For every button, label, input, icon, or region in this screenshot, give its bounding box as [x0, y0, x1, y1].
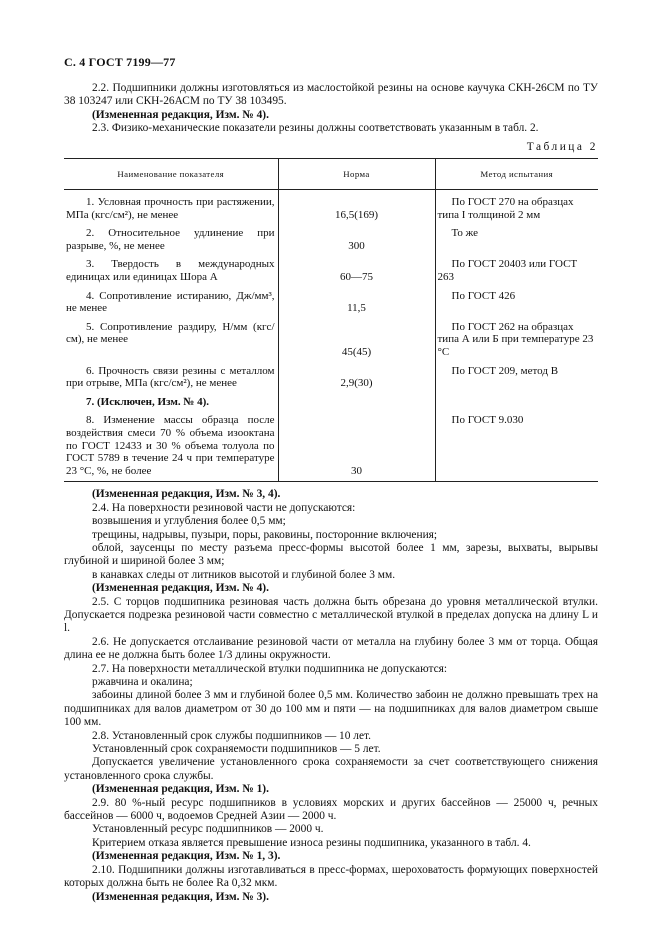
- table-row: [64, 319, 598, 363]
- page-header: С. 4 ГОСТ 7199—77: [64, 55, 176, 69]
- row-norm: 60—75: [278, 256, 435, 287]
- paragraph-2-5: 2.5. С торцов подшипника резиновая часть должна быть обрезана до уровня металлической втулки. Допускается подрезка резиновой части совместно с металлической втулкой в пределах допуска на длину L и l.: [64, 595, 598, 635]
- paragraph-2-4: 2.4. На поверхности резиновой части не допускаются:: [92, 501, 356, 514]
- row-norm: 30: [278, 412, 435, 481]
- paragraph-2-2: 2.2. Подшипники должны изготовляться из маслостойкой резины на основе каучука СКН-26СМ по ТУ 38 103247 или СКН-26АСМ по ТУ 38 103495.: [64, 82, 598, 108]
- amendment-note: (Измененная редакция, Изм. № 4).: [92, 108, 269, 121]
- column-header-method: Метод испытания: [435, 159, 598, 190]
- row-method: То же: [435, 225, 598, 256]
- row-name: 4. Сопротивление истиранию, Дж/мм³, не менее: [66, 289, 275, 315]
- table-header-row: [64, 159, 598, 190]
- list-item: ржавчина и окалина;: [92, 676, 193, 688]
- row-norm: 16,5(169): [278, 190, 435, 226]
- paragraph: Установленный срок сохраняемости подшипников — 5 лет.: [92, 743, 381, 756]
- row-name: 1. Условная прочность при растяжении, МПа (кгс/см²), не менее: [66, 196, 275, 221]
- row-norm: 2,9(30): [278, 363, 435, 394]
- row-norm: 11,5: [278, 288, 435, 319]
- row-name: 5. Сопротивление раздиру, Н/мм (кгс/см), не менее: [66, 320, 275, 346]
- column-header-norm: Норма: [278, 159, 435, 190]
- row-method: По ГОСТ 270 на образцах типа I толщиной 2 мм: [435, 190, 598, 226]
- amendment-note: (Измененная редакция, Изм. № 1, 3).: [92, 850, 281, 863]
- paragraph: Установленный ресурс подшипников — 2000 ч.: [92, 823, 324, 836]
- row-norm: 45(45): [278, 319, 435, 363]
- properties-table: [64, 158, 598, 482]
- amendment-note: (Измененная редакция, Изм. № 3, 4).: [92, 488, 281, 501]
- paragraph-2-7: 2.7. На поверхности металлической втулки подшипника не допускаются:: [92, 662, 448, 675]
- table-row: [64, 256, 598, 287]
- row-name: 2. Относительное удлинение при разрыве, %, не менее: [66, 227, 275, 252]
- paragraph-2-9: 2.9. 80 %-ный ресурс подшипников в условиях морских и других бассейнов — 25000 ч, речных бассейнов — 6000 ч, водоемов Средней Азии — 2000 ч.: [64, 796, 598, 823]
- row-method: По ГОСТ 209, метод В: [435, 363, 598, 394]
- table-caption: Таблица 2: [526, 140, 598, 153]
- column-header-name: Наименование показателя: [64, 159, 278, 190]
- paragraph-2-6: 2.6. Не допускается отслаивание резиновой части от металла на глубину более 3 мм от торца. Общая длина ее не должна быть более 1/3 длины окружности.: [64, 635, 598, 662]
- row-name: 7. (Исключен, Изм. № 4).: [86, 395, 210, 408]
- table-row: [64, 288, 598, 319]
- table-row: [64, 412, 598, 481]
- paragraph-2-10: 2.10. Подшипники должны изготавливаться в пресс-формах, шероховатость формующих поверхностей которых должна быть не более Ra 0,32 мкм.: [64, 863, 598, 890]
- paragraph: Допускается увеличение установленного срока сохраняемости за счет соответствующего снижения установленного срока службы.: [64, 756, 598, 782]
- paragraph: Критерием отказа является превышение износа резины подшипника, указанного в табл. 4.: [92, 836, 531, 849]
- list-item: в канавках следы от литников высотой и глубиной более 3 мм.: [92, 568, 396, 581]
- row-method: [435, 394, 598, 413]
- list-item: облой, заусенцы по месту разъема пресс-формы высотой более 1 мм, зарезы, выхваты, вырывы глубиной и шириной более 3 мм;: [64, 541, 598, 568]
- row-method: По ГОСТ 20403 или ГОСТ 263: [435, 256, 598, 287]
- row-method: По ГОСТ 9.030: [435, 412, 598, 481]
- row-name: 6. Прочность связи резины с металлом при отрыве, МПа (кгс/см²), не менее: [66, 364, 275, 390]
- paragraph-2-3: 2.3. Физико-механические показатели резины должны соответствовать указанным в табл. 2.: [92, 122, 539, 135]
- paragraph-2-8: 2.8. Установленный срок службы подшипников — 10 лет.: [92, 729, 372, 742]
- list-item: возвышения и углубления более 0,5 мм;: [92, 515, 286, 528]
- intro-section: [64, 82, 598, 904]
- table-row: [64, 394, 598, 413]
- row-method: По ГОСТ 426: [435, 288, 598, 319]
- row-name: 3. Твердость в международных единицах или единицах Шора А: [66, 258, 275, 283]
- row-method: По ГОСТ 262 на образцах типа А или Б при температуре 23 °С: [435, 319, 598, 363]
- body-section: [64, 488, 598, 904]
- table-row: [64, 225, 598, 256]
- row-norm: [278, 394, 435, 413]
- table-row: [64, 363, 598, 394]
- list-item: забоины длиной более 3 мм и глубиной более 0,5 мм. Количество забоин не должно превышать трех на подшипниках для валов диаметром от 30 до 100 мм и пяти — на подшипниках для валов диаметром свыше 100 мм.: [64, 689, 598, 729]
- amendment-note: (Измененная редакция, Изм. № 1).: [92, 783, 269, 796]
- row-norm: 300: [278, 225, 435, 256]
- list-item: трещины, надрывы, пузыри, поры, раковины, посторонние включения;: [92, 528, 438, 541]
- row-name: 8. Изменение массы образца после воздействия смеси 70 % объема изооктана по ГОСТ 12433 и 30 % объема толуола по ГОСТ 5789 в течение 24 ч при температуре 23 °С, %, не более: [64, 412, 278, 481]
- table-row: [64, 190, 598, 226]
- amendment-note: (Измененная редакция, Изм. № 3).: [92, 890, 269, 903]
- amendment-note: (Измененная редакция, Изм. № 4).: [92, 582, 269, 595]
